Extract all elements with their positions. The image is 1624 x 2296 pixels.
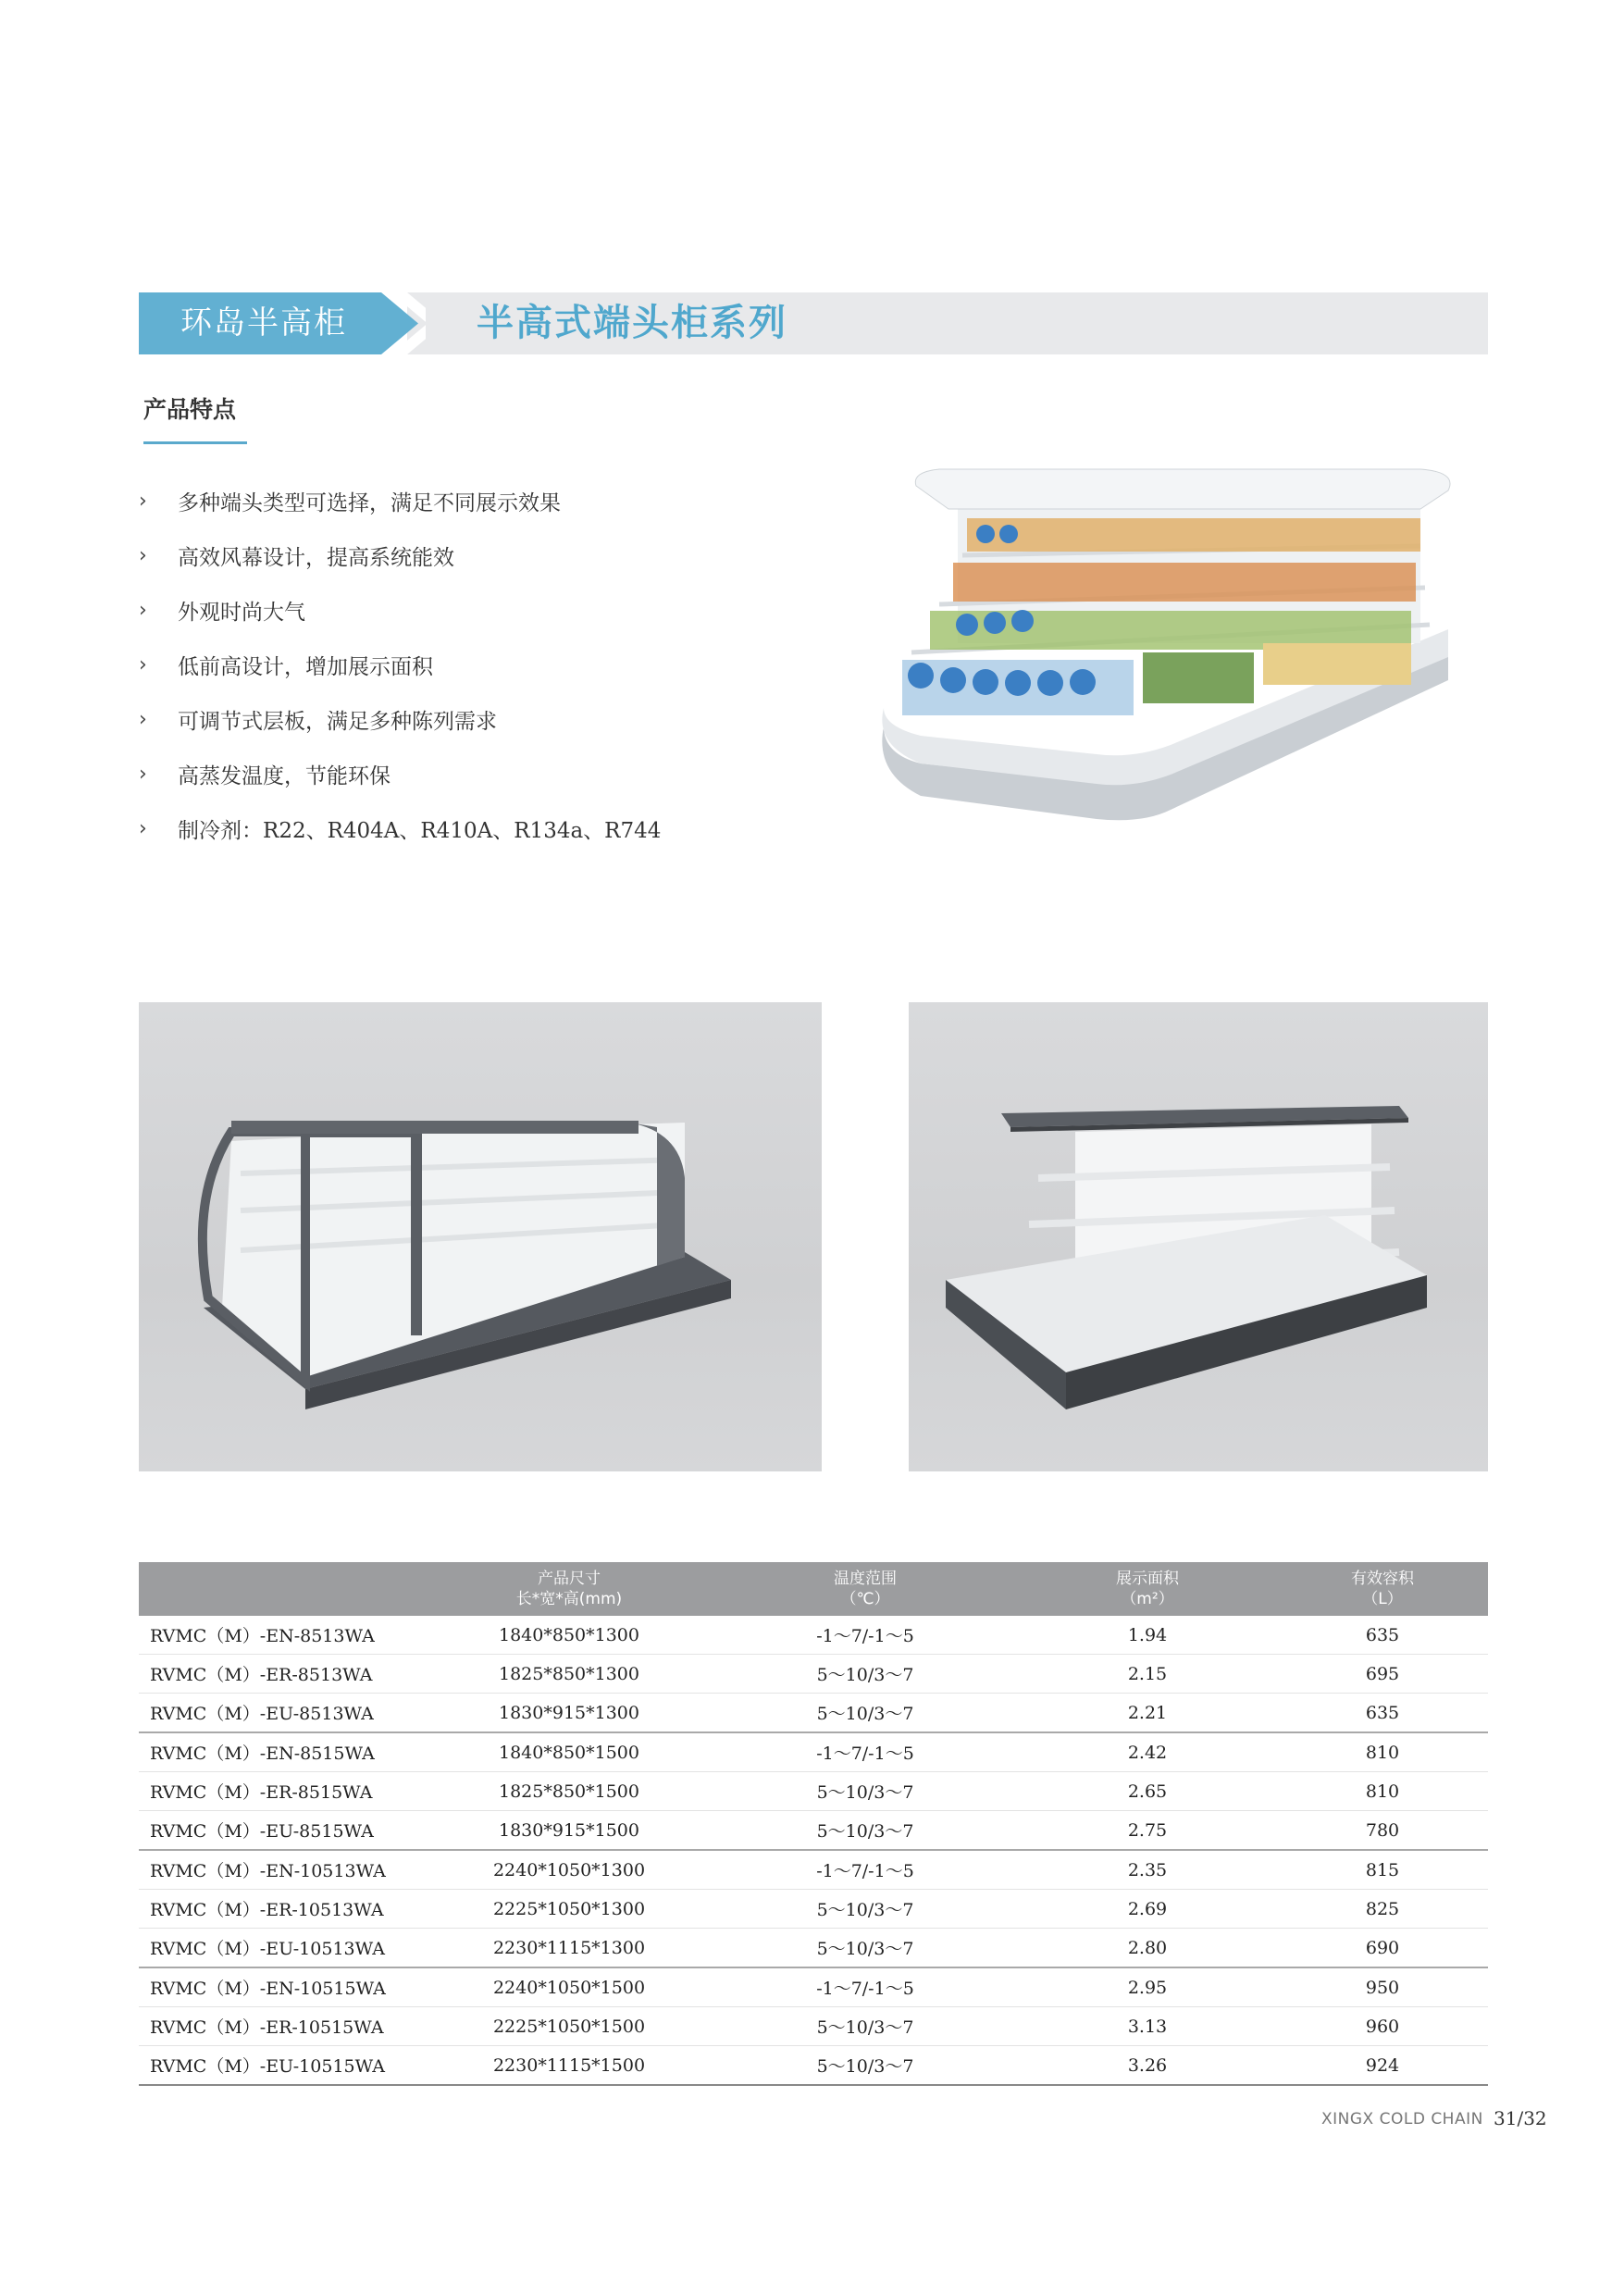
- chevron-right-icon: ›: [139, 490, 147, 513]
- area-cell: 3.26: [1018, 2046, 1277, 2086]
- header-area: 展示面积 （m²）: [1018, 1562, 1277, 1616]
- model-cell: RVMC（M）-EN-10515WA: [139, 1967, 426, 2007]
- feature-text: 可调节式层板，满足多种陈列需求: [178, 710, 497, 734]
- area-cell: 2.69: [1018, 1890, 1277, 1929]
- temp-cell: 5～10/3～7: [713, 1890, 1018, 1929]
- size-cell: 1840*850*1300: [426, 1616, 713, 1655]
- area-cell: 2.75: [1018, 1811, 1277, 1851]
- model-cell: RVMC（M）-EU-10515WA: [139, 2046, 426, 2086]
- area-cell: 2.80: [1018, 1929, 1277, 1968]
- model-cell: RVMC（M）-EN-10513WA: [139, 1850, 426, 1890]
- feature-list: [139, 474, 842, 856]
- model-cell: RVMC（M）-ER-10515WA: [139, 2007, 426, 2046]
- header-model: [139, 1562, 426, 1616]
- area-cell: 2.65: [1018, 1772, 1277, 1811]
- table-row: [139, 1890, 1488, 1929]
- volume-cell: 924: [1277, 2046, 1488, 2086]
- size-cell: 1830*915*1300: [426, 1694, 713, 1733]
- area-cell: 2.35: [1018, 1850, 1277, 1890]
- product-photo-island: [909, 1002, 1488, 1471]
- size-cell: 2240*1050*1500: [426, 1967, 713, 2007]
- area-cell: 2.95: [1018, 1967, 1277, 2007]
- header-size: 产品尺寸 长*宽*高(mm): [426, 1562, 713, 1616]
- temp-cell: 5～10/3～7: [713, 1772, 1018, 1811]
- temp-cell: -1～7/-1～5: [713, 1967, 1018, 2007]
- temp-cell: 5～10/3～7: [713, 1811, 1018, 1851]
- header-volume: 有效容积 （L）: [1277, 1562, 1488, 1616]
- chevron-right-icon: ›: [139, 817, 147, 840]
- series-title: 半高式端头柜系列: [477, 302, 787, 344]
- heading-underline: [143, 441, 247, 444]
- size-cell: 1840*850*1500: [426, 1732, 713, 1772]
- size-cell: 2225*1050*1500: [426, 2007, 713, 2046]
- page-number: 31/32: [1494, 2107, 1547, 2129]
- table-row: [139, 2046, 1488, 2086]
- volume-cell: 690: [1277, 1929, 1488, 1968]
- area-cell: 2.42: [1018, 1732, 1277, 1772]
- table-row: [139, 1929, 1488, 1968]
- product-photo-stocked: [865, 467, 1476, 828]
- volume-cell: 815: [1277, 1850, 1488, 1890]
- temp-cell: 5～10/3～7: [713, 2007, 1018, 2046]
- feature-text: 制冷剂：R22、R404A、R410A、R134a、R744: [178, 819, 662, 843]
- feature-item: [139, 474, 842, 528]
- table-row: [139, 1694, 1488, 1733]
- volume-cell: 635: [1277, 1694, 1488, 1733]
- feature-item: [139, 583, 842, 638]
- volume-cell: 960: [1277, 2007, 1488, 2046]
- chevron-right-icon: ›: [139, 544, 147, 567]
- table-row: [139, 2007, 1488, 2046]
- table-row: [139, 1811, 1488, 1851]
- volume-cell: 695: [1277, 1655, 1488, 1694]
- footer-brand: XINGX COLD CHAIN: [1321, 2110, 1483, 2128]
- area-cell: 3.13: [1018, 2007, 1277, 2046]
- table-row: [139, 1772, 1488, 1811]
- feature-item: [139, 801, 842, 856]
- temp-cell: 5～10/3～7: [713, 1694, 1018, 1733]
- chevron-right-icon: ›: [139, 599, 147, 622]
- volume-cell: 780: [1277, 1811, 1488, 1851]
- feature-item: [139, 638, 842, 692]
- chevron-right-icon: ›: [139, 763, 147, 786]
- feature-text: 多种端头类型可选择，满足不同展示效果: [178, 491, 561, 515]
- model-cell: RVMC（M）-ER-8513WA: [139, 1655, 426, 1694]
- model-cell: RVMC（M）-ER-10513WA: [139, 1890, 426, 1929]
- temp-cell: -1～7/-1～5: [713, 1850, 1018, 1890]
- size-cell: 1825*850*1300: [426, 1655, 713, 1694]
- size-cell: 2240*1050*1300: [426, 1850, 713, 1890]
- table-row: [139, 1655, 1488, 1694]
- temp-cell: 5～10/3～7: [713, 1655, 1018, 1694]
- volume-cell: 810: [1277, 1732, 1488, 1772]
- header-temp: 温度范围 （℃）: [713, 1562, 1018, 1616]
- category-tab: 环岛半高柜: [180, 304, 347, 341]
- chevron-right-icon: ›: [139, 653, 147, 676]
- feature-item: [139, 747, 842, 801]
- temp-cell: 5～10/3～7: [713, 1929, 1018, 1968]
- volume-cell: 635: [1277, 1616, 1488, 1655]
- model-cell: RVMC（M）-EU-8513WA: [139, 1694, 426, 1733]
- area-cell: 2.15: [1018, 1655, 1277, 1694]
- area-cell: 2.21: [1018, 1694, 1277, 1733]
- volume-cell: 810: [1277, 1772, 1488, 1811]
- size-cell: 2230*1115*1500: [426, 2046, 713, 2086]
- table-row: [139, 1732, 1488, 1772]
- table-header-row: [139, 1562, 1488, 1616]
- model-cell: RVMC（M）-EU-8515WA: [139, 1811, 426, 1851]
- feature-item: [139, 692, 842, 747]
- feature-item: [139, 528, 842, 583]
- temp-cell: 5～10/3～7: [713, 2046, 1018, 2086]
- size-cell: 1830*915*1500: [426, 1811, 713, 1851]
- feature-text: 低前高设计，增加展示面积: [178, 655, 433, 679]
- temp-cell: -1～7/-1～5: [713, 1616, 1018, 1655]
- model-cell: RVMC（M）-EN-8515WA: [139, 1732, 426, 1772]
- chevron-right-icon: ›: [139, 708, 147, 731]
- size-cell: 2225*1050*1300: [426, 1890, 713, 1929]
- volume-cell: 825: [1277, 1890, 1488, 1929]
- feature-text: 外观时尚大气: [178, 601, 305, 625]
- volume-cell: 950: [1277, 1967, 1488, 2007]
- area-cell: 1.94: [1018, 1616, 1277, 1655]
- table-row: [139, 1616, 1488, 1655]
- table-row: [139, 1850, 1488, 1890]
- feature-text: 高效风幕设计，提高系统能效: [178, 546, 454, 570]
- size-cell: 1825*850*1500: [426, 1772, 713, 1811]
- model-cell: RVMC（M）-EU-10513WA: [139, 1929, 426, 1968]
- features-heading: 产品特点: [143, 396, 237, 423]
- model-cell: RVMC（M）-ER-8515WA: [139, 1772, 426, 1811]
- spec-table: [139, 1562, 1488, 2086]
- model-cell: RVMC（M）-EN-8513WA: [139, 1616, 426, 1655]
- size-cell: 2230*1115*1300: [426, 1929, 713, 1968]
- product-photo-glass-end: [139, 1002, 822, 1471]
- feature-text: 高蒸发温度，节能环保: [178, 764, 391, 788]
- table-row: [139, 1967, 1488, 2007]
- temp-cell: -1～7/-1～5: [713, 1732, 1018, 1772]
